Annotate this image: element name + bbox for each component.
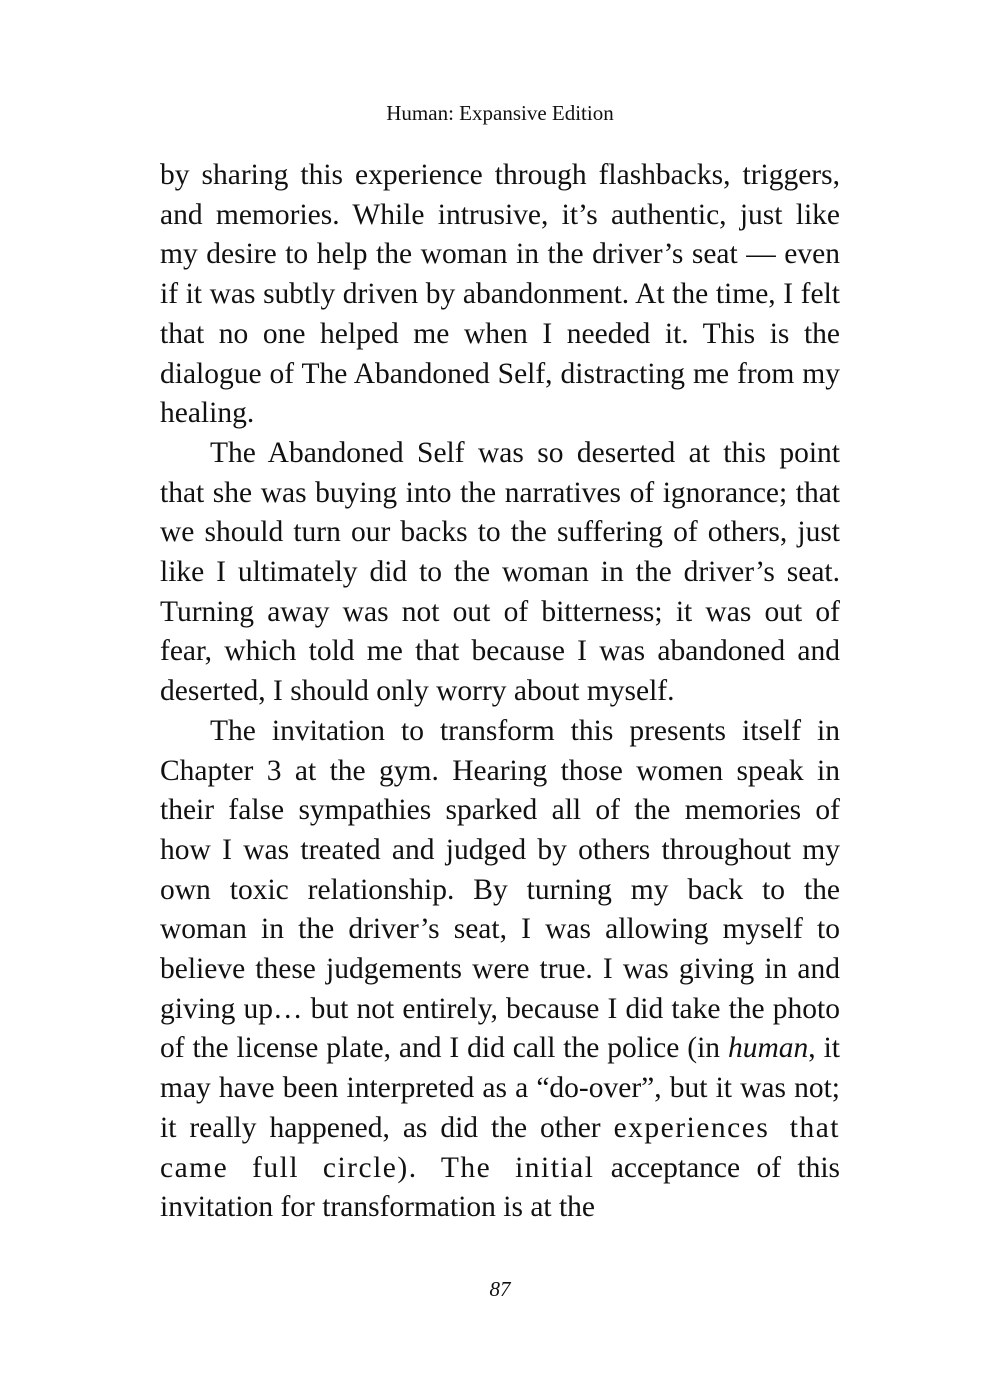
page-body bbox=[160, 156, 840, 1228]
paragraph-text: , it may have been interpreted as a “do-over”, but it was not; it really happened, as did the other bbox=[160, 1032, 840, 1144]
paragraph-text: acceptance of this invitation for transformation is at the bbox=[160, 1151, 840, 1224]
paragraph-text-spaced: experiences that came full circle). The initial bbox=[160, 1111, 841, 1184]
paragraph: The Abandoned Self was so deserted at this point that she was buying into the narratives of ignorance; that we should turn our backs to the suffering of others, just like I ultimately did to the woman in the driver’s seat. Turning away was not out of bitterness; it was out of fear, which told me that because I was abandoned and deserted, I should only worry about myself. bbox=[160, 436, 840, 708]
italic-book-title: human bbox=[727, 1032, 809, 1065]
paragraph-text: The invitation to transform this presents itself in Chapter 3 at the gym. Hearing those women speak in their false sympathies sparked all of the memories of how I was treated and judged by others throughout my own toxic relationship. By turning my back to the woman in the driver’s seat, I was allowing myself to believe these judgements were true. I was giving in and giving up… but not entirely, because I did take the photo of the license plate, and I did call the police (in bbox=[160, 714, 840, 1065]
paragraph bbox=[160, 712, 840, 1228]
running-header: Human: Expansive Edition bbox=[386, 101, 614, 125]
paragraph: by sharing this experience through flashbacks, triggers, and memories. While intrusive, it’s authentic, just like my desire to help the woman in the driver’s seat — even if it was subtly driven by abandonment. At the time, I felt that no one helped me when I needed it. This is the dialogue of The Abandoned Self, distracting me from my healing. bbox=[160, 159, 840, 430]
page-number: 87 bbox=[489, 1277, 511, 1301]
